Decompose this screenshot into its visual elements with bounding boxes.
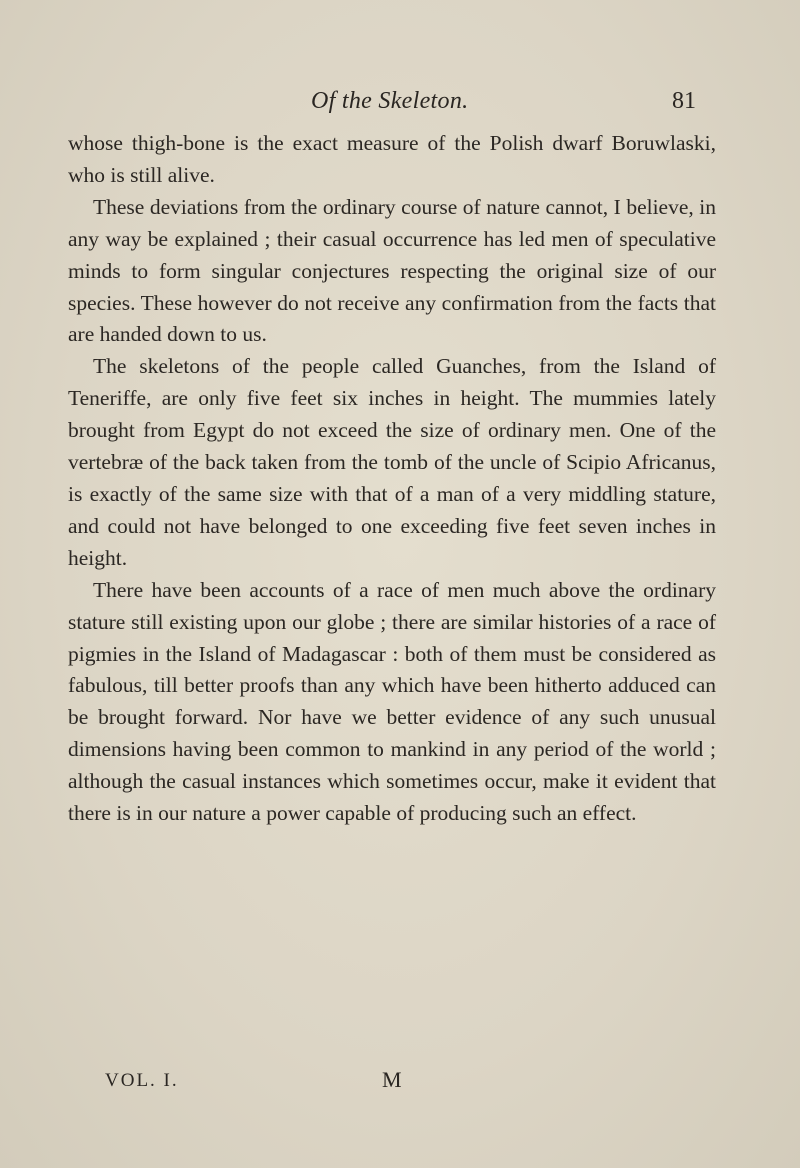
running-title: Of the Skeleton. [311,88,469,114]
paragraph-3: The skeletons of the people called Guanches, from the Island of Teneriffe, are only five feet six inches in height. The mummies lately brought from Egypt do not exceed the size of ordinary men. One of the vertebræ of the back taken from the tomb of the uncle of Scipio Africanus, is exactly of the same size with that of a man of a very middling stature, and could not have belonged to one exceeding five feet seven inches in height. [68,354,716,570]
body-text [68,128,716,830]
paragraph-4: There have been accounts of a race of men much above the ordinary stature still existing upon our globe ; there are similar histories of a race of pigmies in the Island of Madagascar : both of them must be considered as fabulous, till better proofs than any which have been hitherto adduced can be brought forward. Nor have we better evidence of any such unusual dimensions having been common to mankind in any period of the world ; although the casual instances which sometimes occur, make it evident that there is in our nature a power capable of producing such an effect. [68,577,716,826]
page-number: 81 [672,88,696,114]
volume-mark: VOL. I. [105,1070,179,1091]
paragraph-1: whose thigh-bone is the exact measure of the Polish dwarf Boruwlaski, who is still alive. [68,131,716,187]
page-header [0,88,800,118]
page-footer [0,1067,800,1100]
paragraph-2: These deviations from the ordinary course of nature cannot, I believe, in any way be explained ; their casual occurrence has led men of speculative minds to form singular conjectures respecting the original size of our species. These however do not receive any confirmation from the facts that are handed down to us. [68,194,716,347]
signature-mark: M [382,1067,402,1092]
